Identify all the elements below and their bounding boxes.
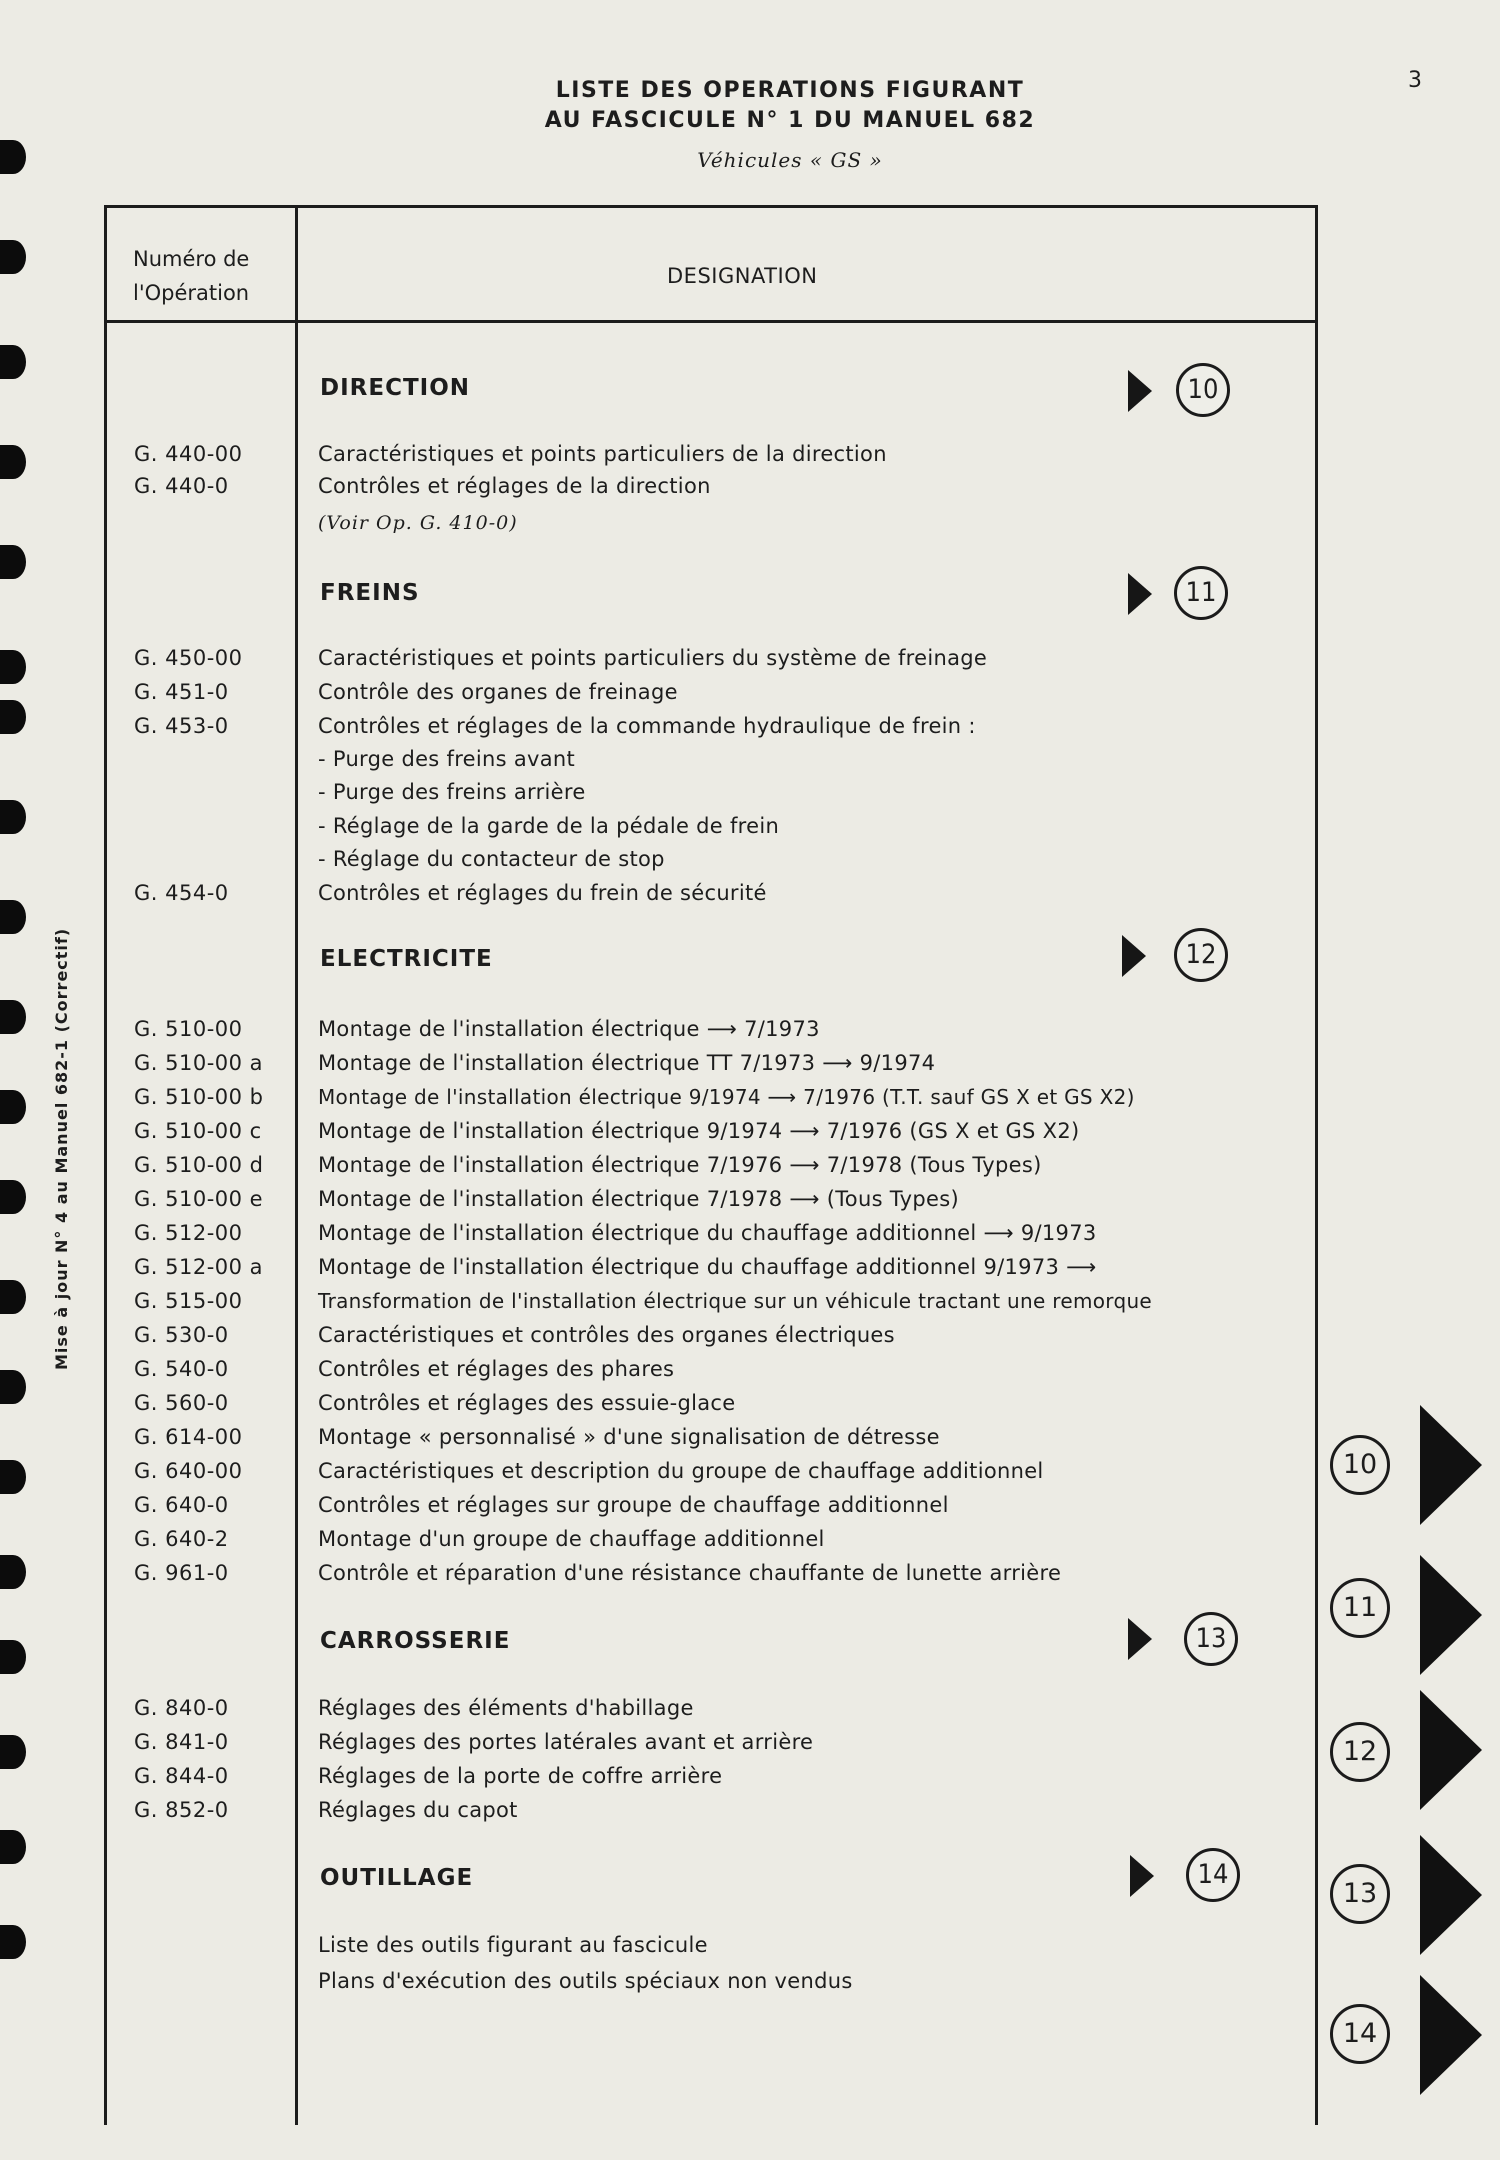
operation-code: G. 510-00 a	[134, 1051, 264, 1075]
operation-code: G. 640-0	[134, 1493, 229, 1517]
binding-hole	[0, 1925, 26, 1959]
operation-designation: Contrôles et réglages sur groupe de chauffage additionnel	[318, 1493, 949, 1517]
operation-code: G. 510-00 c	[134, 1119, 262, 1143]
section-electricite: ELECTRICITE	[320, 946, 493, 972]
operation-code: G. 510-00	[134, 1017, 243, 1041]
section-carrosserie: CARROSSERIE	[320, 1628, 511, 1654]
side-tab-arrow-icon[interactable]	[1420, 1975, 1482, 2095]
operation-subitem: - Purge des freins avant	[318, 747, 576, 771]
operation-code: G. 510-00 b	[134, 1085, 264, 1109]
arrow-right-icon	[1122, 935, 1146, 977]
side-tab-arrow-icon[interactable]	[1420, 1555, 1482, 1675]
operation-code: G. 451-0	[134, 680, 229, 704]
column-divider	[295, 208, 298, 2125]
page-number: 3	[1408, 68, 1422, 93]
binding-hole	[0, 1640, 26, 1674]
operation-designation: Réglages de la porte de coffre arrière	[318, 1764, 723, 1788]
operation-code: G. 510-00 d	[134, 1153, 264, 1177]
binding-hole	[0, 700, 26, 734]
operation-designation: Montage d'un groupe de chauffage additionnel	[318, 1527, 825, 1551]
operation-designation: Caractéristiques et points particuliers de la direction	[318, 442, 887, 466]
section-outillage: OUTILLAGE	[320, 1865, 474, 1891]
arrow-right-icon	[1128, 1618, 1152, 1660]
operation-designation: Montage de l'installation électrique ⟶ 7/1973	[318, 1017, 820, 1041]
operation-subitem: - Réglage du contacteur de stop	[318, 847, 665, 871]
binding-hole	[0, 650, 26, 684]
binding-hole	[0, 240, 26, 274]
operation-designation: Caractéristiques et points particuliers du système de freinage	[318, 646, 988, 670]
operation-code: G. 512-00	[134, 1221, 243, 1245]
section-badge[interactable]: 11	[1174, 566, 1228, 620]
operation-code: G. 841-0	[134, 1730, 229, 1754]
operation-designation: Contrôle et réparation d'une résistance chauffante de lunette arrière	[318, 1561, 1062, 1585]
operation-code: G. 961-0	[134, 1561, 229, 1585]
operation-code: G. 454-0	[134, 881, 229, 905]
column-header-number	[133, 242, 249, 310]
side-tab-14[interactable]: 14	[1330, 2004, 1390, 2064]
section-badge[interactable]: 14	[1186, 1848, 1240, 1902]
side-tab-13[interactable]: 13	[1330, 1864, 1390, 1924]
binding-hole	[0, 900, 26, 934]
side-tab-11[interactable]: 11	[1330, 1578, 1390, 1638]
section-direction: DIRECTION	[320, 375, 470, 401]
margin-note: Mise à jour N° 4 au Manuel 682-1 (Correctif)	[52, 927, 71, 1370]
binding-hole	[0, 545, 26, 579]
header-divider	[107, 320, 1315, 323]
section-badge[interactable]: 13	[1184, 1612, 1238, 1666]
binding-hole	[0, 1180, 26, 1214]
operation-code: G. 515-00	[134, 1289, 243, 1313]
binding-hole	[0, 1830, 26, 1864]
operation-code: G. 440-00	[134, 442, 243, 466]
side-tab-arrow-icon[interactable]	[1420, 1405, 1482, 1525]
page-title-line2: AU FASCICULE N° 1 DU MANUEL 682	[544, 108, 1036, 133]
binding-hole	[0, 1280, 26, 1314]
operation-code: G. 560-0	[134, 1391, 229, 1415]
operation-code: G. 540-0	[134, 1357, 229, 1381]
binding-hole	[0, 1460, 26, 1494]
operation-subitem: - Purge des freins arrière	[318, 780, 586, 804]
operation-designation: Montage de l'installation électrique 7/1976 ⟶ 7/1978 (Tous Types)	[318, 1153, 1042, 1177]
operation-code: G. 512-00 a	[134, 1255, 264, 1279]
column-header-designation: DESIGNATION	[667, 264, 818, 288]
operation-designation: Montage de l'installation électrique 9/1974 ⟶ 7/1976 (GS X et GS X2)	[318, 1119, 1080, 1143]
side-tab-arrow-icon[interactable]	[1420, 1835, 1482, 1955]
page-subtitle: Véhicules « GS »	[697, 148, 883, 172]
operation-code: G. 840-0	[134, 1696, 229, 1720]
operation-designation: Contrôles et réglages de la direction	[318, 474, 711, 498]
column-header-number-line1: Numéro de	[133, 247, 250, 271]
operation-subitem: - Réglage de la garde de la pédale de frein	[318, 814, 780, 838]
binding-hole	[0, 1090, 26, 1124]
operation-designation: Caractéristiques et description du groupe de chauffage additionnel	[318, 1459, 1044, 1483]
operation-code: G. 852-0	[134, 1798, 229, 1822]
arrow-right-icon	[1130, 1855, 1154, 1897]
operation-designation: Contrôles et réglages des essuie-glace	[318, 1391, 736, 1415]
operation-designation: Contrôles et réglages de la commande hydraulique de frein :	[318, 714, 976, 738]
operation-code: G. 450-00	[134, 646, 243, 670]
operation-note: (Voir Op. G. 410-0)	[318, 512, 518, 534]
operation-designation: Caractéristiques et contrôles des organes électriques	[318, 1323, 895, 1347]
section-badge[interactable]: 10	[1176, 363, 1230, 417]
operation-code: G. 844-0	[134, 1764, 229, 1788]
section-badge[interactable]: 12	[1174, 928, 1228, 982]
arrow-right-icon	[1128, 370, 1152, 412]
operation-code: G. 640-2	[134, 1527, 229, 1551]
operation-code: G. 440-0	[134, 474, 229, 498]
operation-designation: Réglages des portes latérales avant et arrière	[318, 1730, 814, 1754]
side-tab-arrow-icon[interactable]	[1420, 1690, 1482, 1810]
operation-code: G. 530-0	[134, 1323, 229, 1347]
operation-designation: Montage de l'installation électrique 7/1978 ⟶ (Tous Types)	[318, 1187, 959, 1211]
operation-designation: Montage de l'installation électrique 9/1974 ⟶ 7/1976 (T.T. sauf GS X et GS X2)	[318, 1085, 1135, 1109]
operation-designation: Réglages des éléments d'habillage	[318, 1696, 694, 1720]
operation-designation: Plans d'exécution des outils spéciaux non vendus	[318, 1969, 853, 1993]
operation-code: G. 640-00	[134, 1459, 243, 1483]
arrow-right-icon	[1128, 573, 1152, 615]
operation-code: G. 453-0	[134, 714, 229, 738]
operation-designation: Liste des outils figurant au fascicule	[318, 1933, 708, 1957]
binding-hole	[0, 445, 26, 479]
side-tab-10[interactable]: 10	[1330, 1435, 1390, 1495]
binding-hole	[0, 1000, 26, 1034]
operation-designation: Contrôles et réglages des phares	[318, 1357, 675, 1381]
binding-hole	[0, 1555, 26, 1589]
page-title: LISTE DES OPERATIONS FIGURANT	[555, 78, 1025, 103]
operation-code: G. 510-00 e	[134, 1187, 264, 1211]
operation-designation: Montage de l'installation électrique du chauffage additionnel ⟶ 9/1973	[318, 1221, 1097, 1245]
side-tab-12[interactable]: 12	[1330, 1722, 1390, 1782]
operation-designation: Transformation de l'installation électrique sur un véhicule tractant une remorque	[318, 1289, 1153, 1313]
operation-designation: Réglages du capot	[318, 1798, 518, 1822]
operation-designation: Contrôle des organes de freinage	[318, 680, 678, 704]
operation-designation: Montage de l'installation électrique du chauffage additionnel 9/1973 ⟶	[318, 1255, 1097, 1279]
binding-hole	[0, 345, 26, 379]
column-header-number-line2: l'Opération	[133, 281, 250, 305]
binding-hole	[0, 1370, 26, 1404]
operation-designation: Contrôles et réglages du frein de sécurité	[318, 881, 767, 905]
operation-designation: Montage « personnalisé » d'une signalisation de détresse	[318, 1425, 940, 1449]
binding-hole	[0, 800, 26, 834]
operation-code: G. 614-00	[134, 1425, 243, 1449]
section-freins: FREINS	[320, 580, 420, 606]
operation-designation: Montage de l'installation électrique TT 7/1973 ⟶ 9/1974	[318, 1051, 936, 1075]
binding-hole	[0, 1735, 26, 1769]
